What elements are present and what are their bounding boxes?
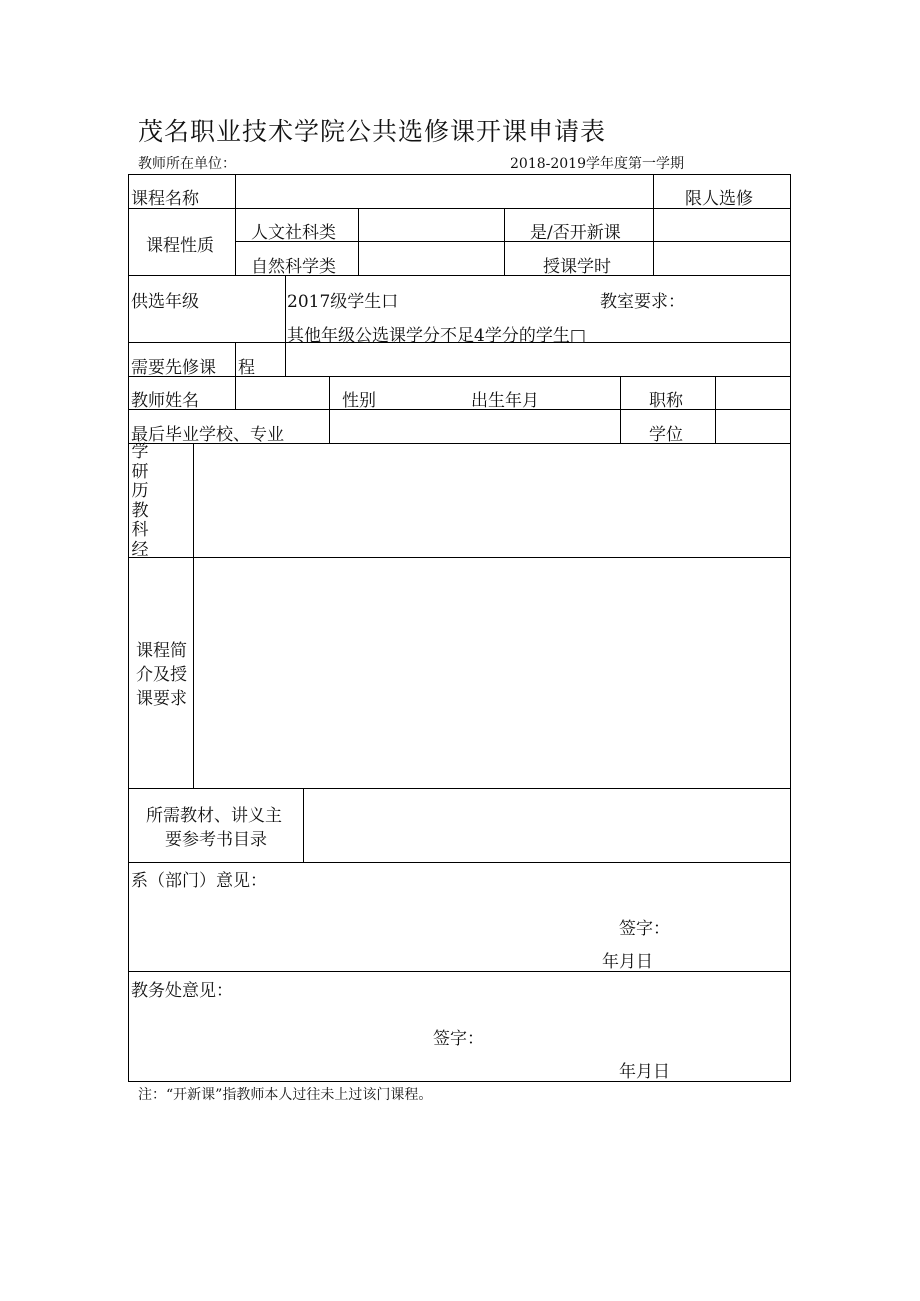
experience-char: 科 <box>131 520 149 540</box>
elective-type-label: 限人选修 <box>685 189 753 209</box>
department-signature-label: 签字： <box>619 919 670 939</box>
graduation-field[interactable] <box>330 410 619 442</box>
professional-title-field[interactable] <box>716 377 789 408</box>
course-name-label: 课程名称 <box>131 189 199 209</box>
page-title: 茂名职业技术学院公共选修课开课申请表 <box>138 117 607 146</box>
course-intro-field[interactable] <box>194 558 789 787</box>
prerequisite-field[interactable] <box>286 343 789 375</box>
course-intro-label <box>136 639 187 711</box>
professional-title-label: 职称 <box>649 391 683 411</box>
academic-affairs-opinion-label: 教务处意见： <box>131 981 233 1001</box>
teacher-name-label: 教师姓名 <box>131 391 199 411</box>
materials-label <box>146 804 282 852</box>
grade-2017-option[interactable]: 2017级学生口 <box>287 292 399 312</box>
footnote: 注：“开新课”指教师本人过往未上过该门课程。 <box>138 1087 433 1103</box>
degree-label: 学位 <box>649 425 683 445</box>
experience-label <box>130 443 150 560</box>
teacher-name-field[interactable] <box>236 377 328 408</box>
materials-line: 所需教材、讲义主 <box>146 806 282 826</box>
experience-char: 历 <box>131 481 149 501</box>
department-opinion-label: 系（部门）意见： <box>131 871 267 891</box>
academic-affairs-signature-label: 签字： <box>433 1029 484 1049</box>
natural-science-category-field[interactable] <box>359 242 503 274</box>
prerequisite-label: 需要先修课 <box>131 358 216 378</box>
natural-science-category-label: 自然科学类 <box>251 257 336 277</box>
graduation-label: 最后毕业学校、专业 <box>131 425 284 445</box>
materials-field[interactable] <box>304 789 789 861</box>
teaching-hours-label: 授课学时 <box>543 257 611 277</box>
other-grades-option[interactable]: 其他年级公选课学分不足4学分的学生□ <box>287 326 586 346</box>
department-opinion-field[interactable] <box>129 888 790 970</box>
humanities-category-label: 人文社科类 <box>251 223 336 243</box>
prerequisite-label-tail: 程 <box>238 358 255 378</box>
target-grade-label: 供选年级 <box>131 292 199 312</box>
new-course-field[interactable] <box>654 209 789 240</box>
new-course-label: 是/否开新课 <box>530 223 621 243</box>
experience-char: 研 <box>131 461 149 482</box>
department-date-label: 年月日 <box>602 952 653 972</box>
birth-date-label: 出生年月 <box>471 391 539 411</box>
academic-affairs-date-label: 年月日 <box>619 1062 670 1082</box>
course-nature-label: 课程性质 <box>146 236 214 256</box>
teacher-unit-label: 教师所在单位： <box>138 156 236 172</box>
academic-term: 2018-2019学年度第一学期 <box>510 156 684 172</box>
teaching-hours-field[interactable] <box>654 242 789 274</box>
course-intro-line: 课要求 <box>136 689 187 709</box>
experience-field[interactable] <box>194 444 789 556</box>
experience-char: 学 <box>131 442 149 462</box>
degree-field[interactable] <box>716 410 789 442</box>
gender-label: 性别 <box>342 391 376 411</box>
course-intro-line: 介及授 <box>136 665 187 685</box>
humanities-category-field[interactable] <box>359 209 503 240</box>
classroom-requirement-label: 教室要求： <box>600 292 685 312</box>
experience-char: 教 <box>131 500 149 521</box>
materials-line: 要参考书目录 <box>165 830 267 850</box>
course-intro-line: 课程简 <box>136 641 187 661</box>
course-name-field[interactable] <box>236 175 652 207</box>
experience-char: 经 <box>131 539 149 560</box>
